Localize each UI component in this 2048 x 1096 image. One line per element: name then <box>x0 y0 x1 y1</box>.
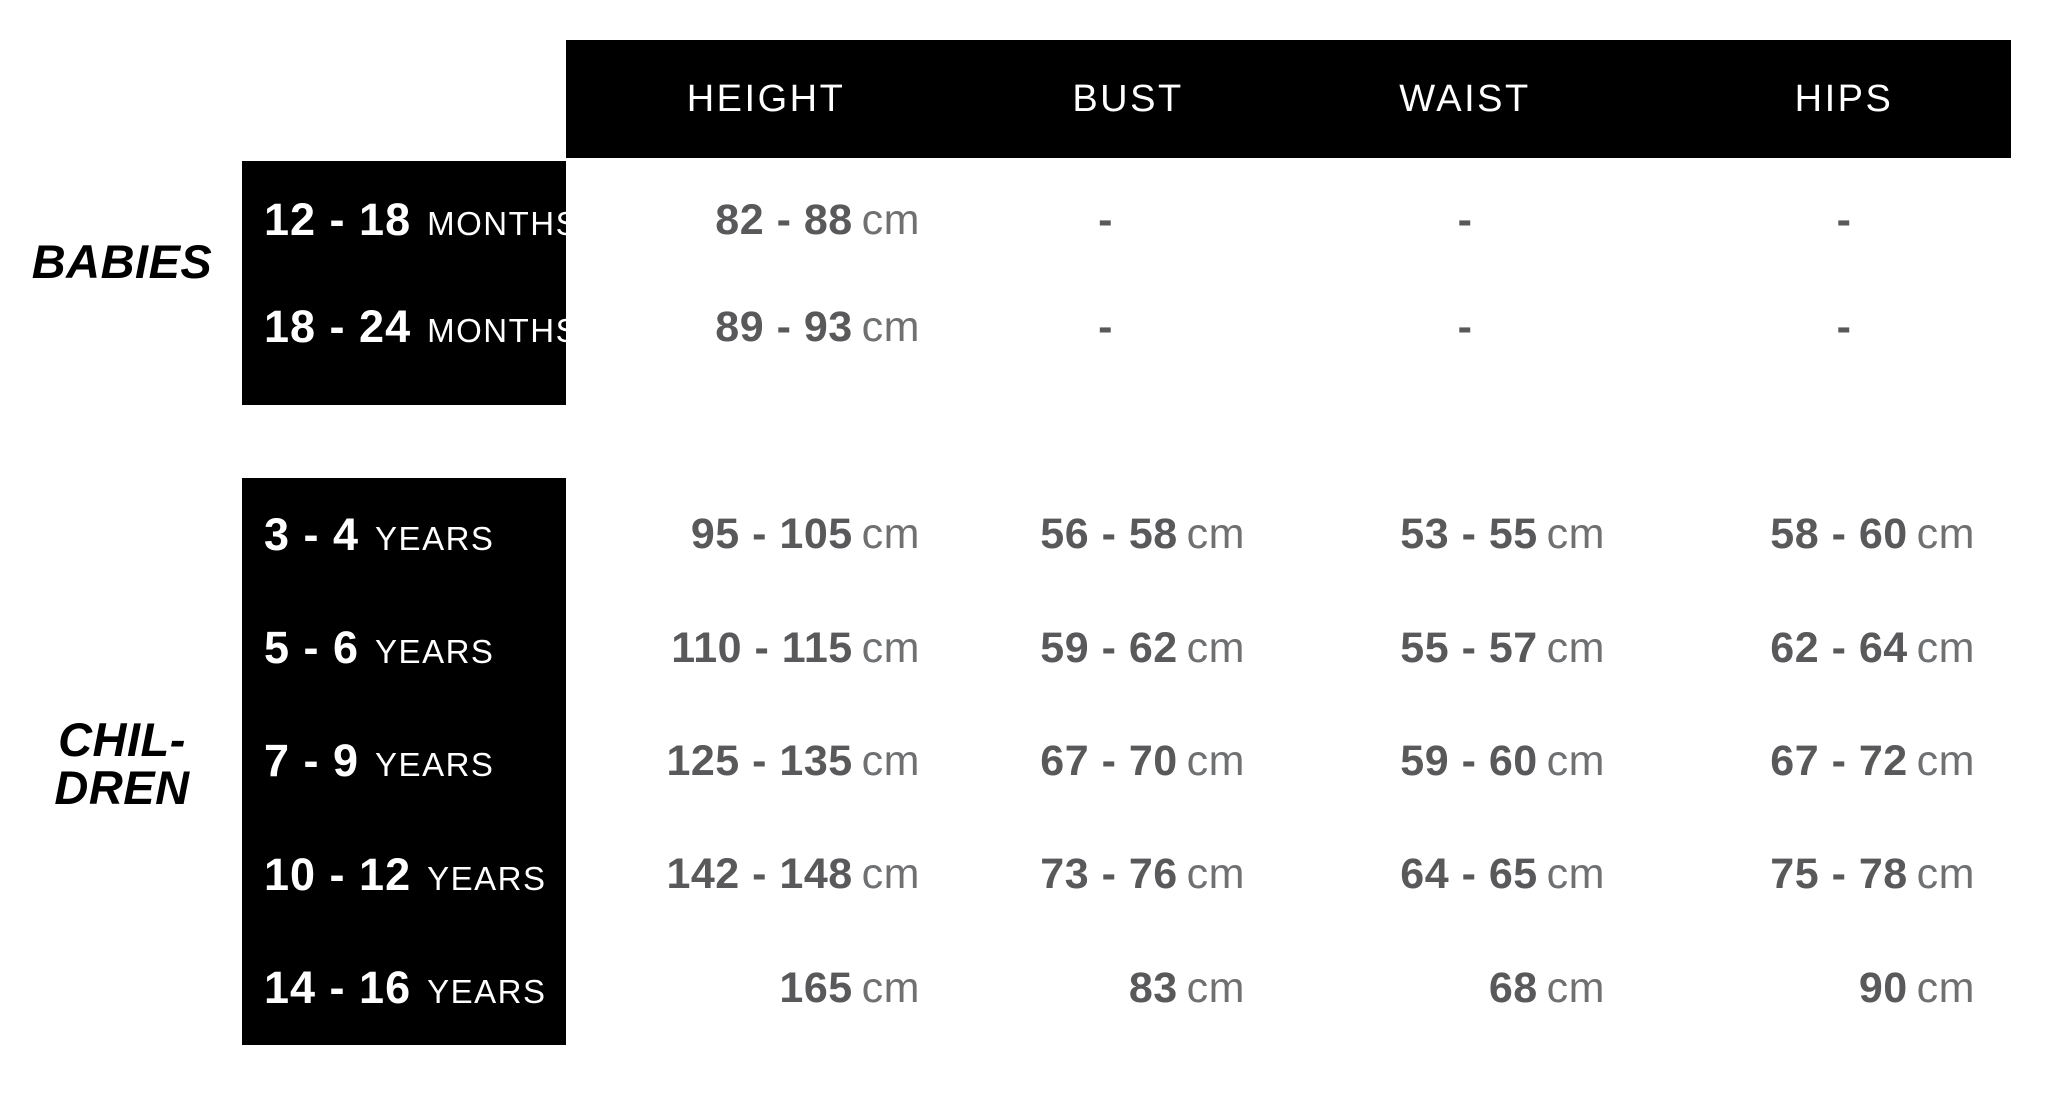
value-number: 53 - 55 <box>1400 510 1538 559</box>
column-header-waist: WAIST <box>1399 77 1531 120</box>
height-value <box>566 624 966 673</box>
size-row <box>0 818 2048 931</box>
size-row <box>0 161 2048 279</box>
age-range-number: 5 - 6 <box>264 622 360 674</box>
value-unit: cm <box>1186 623 1245 672</box>
value-number: 73 - 76 <box>1040 850 1178 899</box>
waist-value <box>1290 624 1640 673</box>
age-range-label <box>242 735 566 787</box>
value-unit: cm <box>861 850 920 899</box>
value-number: 59 - 62 <box>1040 623 1178 672</box>
age-range-unit: YEARS <box>375 519 495 557</box>
size-row <box>0 932 2048 1045</box>
waist-value <box>1290 850 1640 899</box>
value-number: 59 - 60 <box>1400 736 1538 785</box>
value-number: 142 - 148 <box>666 850 853 899</box>
value-number: 64 - 65 <box>1400 850 1538 899</box>
column-header-height: HEIGHT <box>686 77 846 120</box>
age-range-number: 3 - 4 <box>264 508 360 560</box>
bust-value: - <box>1098 195 1113 244</box>
value-number: 67 - 72 <box>1770 736 1908 785</box>
waist-value: - <box>1457 302 1473 351</box>
height-value <box>566 303 966 352</box>
value-number: 55 - 57 <box>1400 623 1538 672</box>
value-number: 95 - 105 <box>690 510 853 559</box>
hips-value <box>1640 737 2048 786</box>
value-number: 62 - 64 <box>1770 623 1908 672</box>
value-unit: cm <box>1546 850 1605 899</box>
age-range-number: 18 - 24 <box>264 301 412 352</box>
age-range-unit: YEARS <box>427 973 547 1011</box>
value-unit: cm <box>1546 963 1605 1012</box>
value-unit: cm <box>1186 963 1245 1012</box>
height-value <box>566 850 966 899</box>
value-unit: cm <box>861 736 920 785</box>
value-unit: cm <box>861 623 920 672</box>
value-number: 68 <box>1488 963 1538 1012</box>
hips-value <box>1640 624 2048 673</box>
bust-value <box>966 510 1290 559</box>
waist-value <box>1290 737 1640 786</box>
value-unit: cm <box>1916 736 1975 785</box>
age-range-label <box>242 622 566 674</box>
age-range-unit: YEARS <box>427 859 547 897</box>
value-unit: cm <box>1916 623 1975 672</box>
value-number: 75 - 78 <box>1770 850 1908 899</box>
age-range-label <box>242 301 580 353</box>
bust-value <box>966 850 1290 899</box>
hips-value <box>1640 510 2048 559</box>
value-unit: cm <box>1916 850 1975 899</box>
waist-value <box>1290 964 1640 1013</box>
value-number: 110 - 115 <box>671 623 853 672</box>
column-header-hips: HIPS <box>1794 77 1894 120</box>
group-label-babies: BABIES <box>31 235 213 288</box>
value-unit: cm <box>1916 510 1975 559</box>
age-range-number: 14 - 16 <box>264 962 412 1014</box>
height-value <box>566 737 966 786</box>
value-unit: cm <box>861 195 920 244</box>
age-range-unit: YEARS <box>375 746 495 784</box>
waist-value: - <box>1457 195 1473 244</box>
group-label-children-line2: DREN <box>54 761 190 814</box>
value-number: 67 - 70 <box>1040 736 1178 785</box>
age-range-label <box>242 962 566 1014</box>
value-unit: cm <box>1186 736 1245 785</box>
hips-value: - <box>1836 302 1852 351</box>
size-row <box>0 705 2048 818</box>
column-header-bust: BUST <box>1072 77 1184 120</box>
age-range-label <box>242 509 566 561</box>
age-range-number: 10 - 12 <box>264 848 412 900</box>
value-number: 125 - 135 <box>666 736 853 785</box>
hips-value: - <box>1836 195 1852 244</box>
value-number: 89 - 93 <box>715 302 853 351</box>
value-number: 90 <box>1858 963 1908 1012</box>
bust-value <box>966 624 1290 673</box>
age-range-unit: MONTHS <box>427 312 580 349</box>
size-row <box>0 478 2048 591</box>
size-row <box>0 268 2048 386</box>
value-number: 82 - 88 <box>715 195 853 244</box>
size-row <box>0 591 2048 704</box>
bust-value <box>966 964 1290 1013</box>
value-unit: cm <box>1186 510 1245 559</box>
age-range-unit: YEARS <box>375 633 495 671</box>
age-range-number: 12 - 18 <box>264 194 412 245</box>
bust-value <box>966 737 1290 786</box>
value-unit: cm <box>861 963 920 1012</box>
height-value <box>566 196 966 245</box>
group-label-children-line1: CHIL- <box>58 713 186 766</box>
value-unit: cm <box>861 302 920 351</box>
value-number: 58 - 60 <box>1770 510 1908 559</box>
age-range-number: 7 - 9 <box>264 735 360 787</box>
value-number: 83 <box>1128 963 1178 1012</box>
age-range-unit: MONTHS <box>427 205 580 242</box>
value-number: 56 - 58 <box>1040 510 1178 559</box>
table-header-row <box>0 40 2048 158</box>
value-unit: cm <box>1186 850 1245 899</box>
hips-value <box>1640 964 2048 1013</box>
value-unit: cm <box>1546 736 1605 785</box>
value-unit: cm <box>861 510 920 559</box>
height-value <box>566 964 966 1013</box>
height-value <box>566 510 966 559</box>
age-range-label <box>242 849 566 901</box>
value-number: 165 <box>779 963 853 1012</box>
value-unit: cm <box>1546 623 1605 672</box>
waist-value <box>1290 510 1640 559</box>
value-unit: cm <box>1546 510 1605 559</box>
value-unit: cm <box>1916 963 1975 1012</box>
hips-value <box>1640 850 2048 899</box>
age-range-label <box>242 194 580 246</box>
bust-value: - <box>1098 302 1113 351</box>
